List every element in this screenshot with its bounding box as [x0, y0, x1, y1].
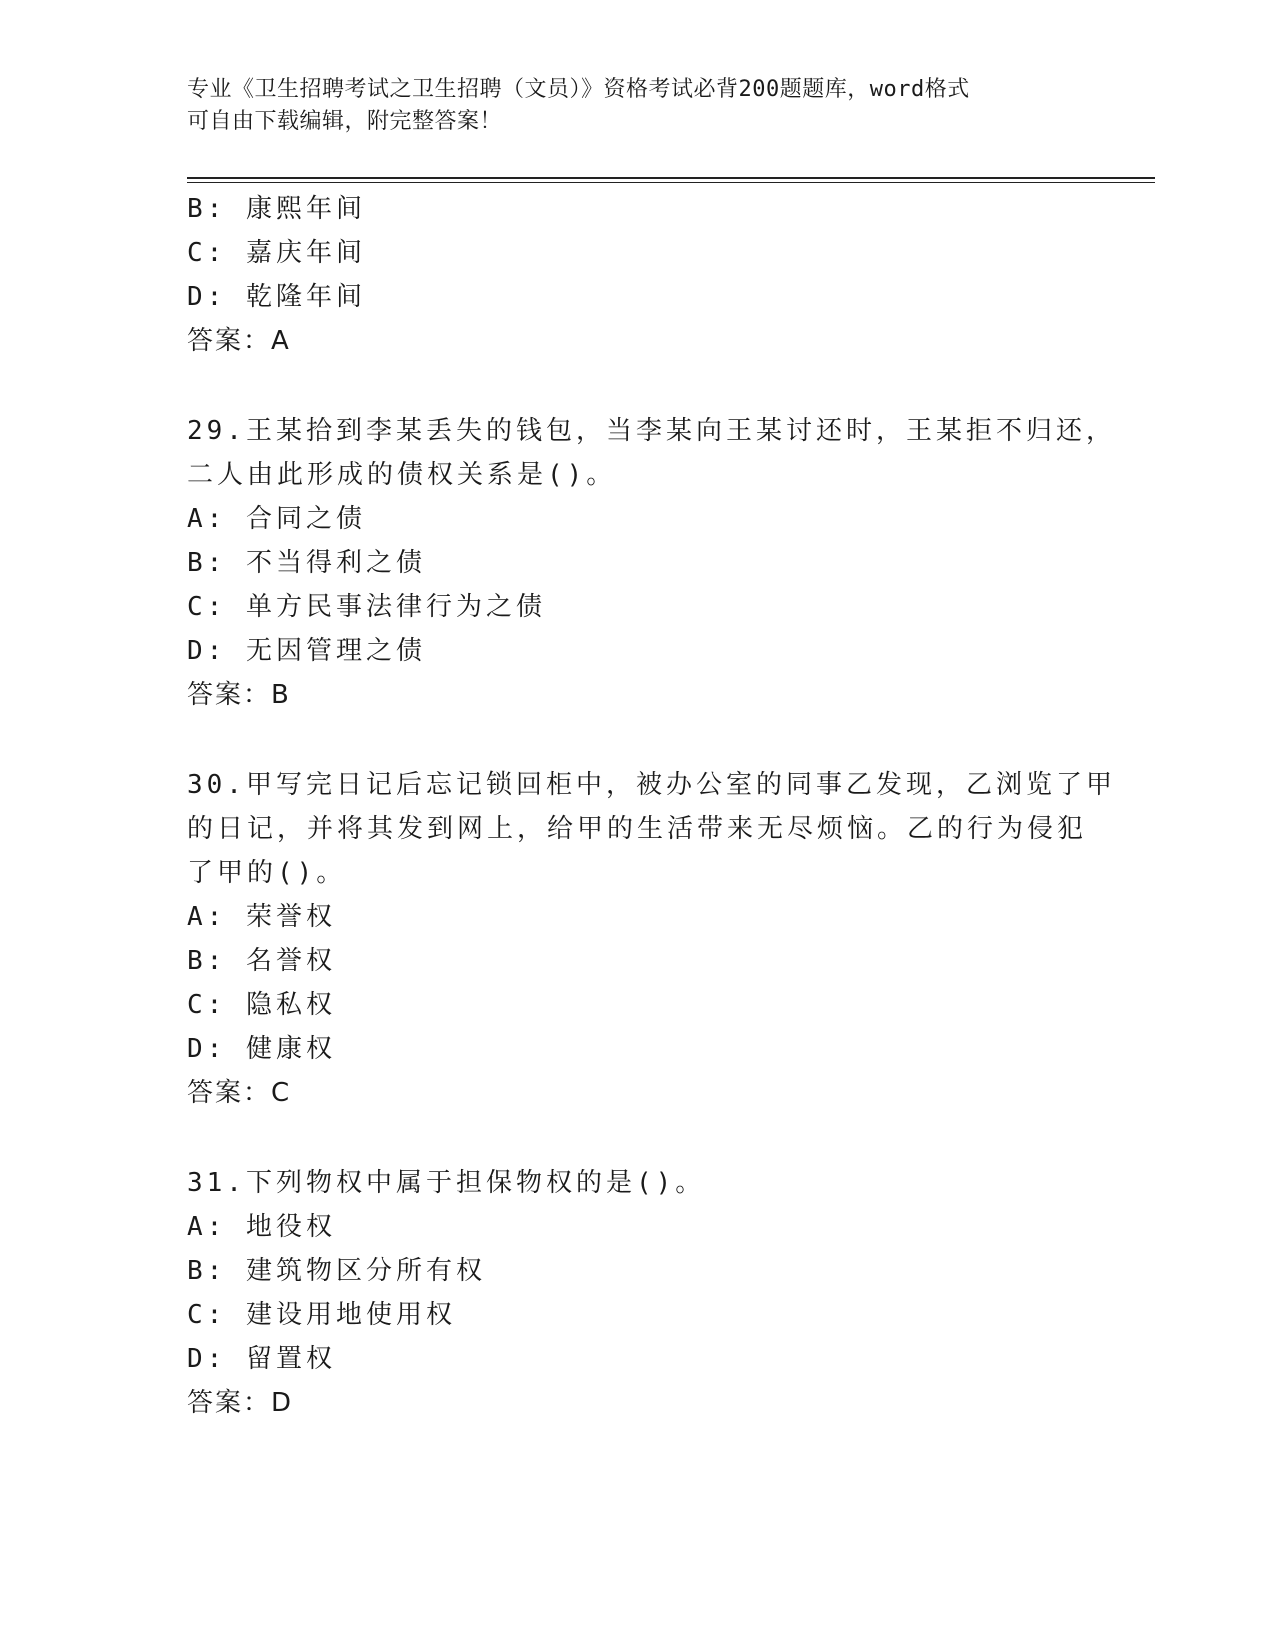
question-stem: 31.下列物权中属于担保物权的是()。 — [187, 1168, 706, 1198]
option-d: D: 留置权 — [187, 1344, 336, 1374]
header-rule-thick — [187, 177, 1155, 179]
option-b: B: 康熙年间 — [187, 194, 366, 224]
question-stem: 29.王某拾到李某丢失的钱包，当李某向王某讨还时，王某拒不归还， — [187, 416, 1116, 446]
header-line-1: 专业《卫生招聘考试之卫生招聘（文员）》资格考试必背200题题库，word格式 — [187, 77, 970, 102]
option-a: A: 地役权 — [187, 1212, 336, 1242]
header-line-2: 可自由下载编辑，附完整答案！ — [187, 109, 503, 134]
answer: 答案：D — [187, 1388, 294, 1418]
header-rule-thin — [187, 182, 1155, 183]
option-b: B: 建筑物区分所有权 — [187, 1256, 486, 1286]
option-d: D: 乾隆年间 — [187, 282, 366, 312]
option-d: D: 无因管理之债 — [187, 636, 426, 666]
option-a: A: 荣誉权 — [187, 902, 336, 932]
answer: 答案：C — [187, 1078, 292, 1108]
question-stem: 二人由此形成的债权关系是()。 — [187, 460, 617, 490]
option-c: C: 嘉庆年间 — [187, 238, 366, 268]
answer: 答案：B — [187, 680, 291, 710]
option-b: B: 不当得利之债 — [187, 548, 426, 578]
option-c: C: 隐私权 — [187, 990, 336, 1020]
question-stem: 的日记，并将其发到网上，给甲的生活带来无尽烦恼。乙的行为侵犯 — [187, 814, 1088, 844]
answer: 答案：A — [187, 326, 291, 356]
option-c: C: 建设用地使用权 — [187, 1300, 456, 1330]
document-header — [187, 74, 1067, 138]
option-c: C: 单方民事法律行为之债 — [187, 592, 546, 622]
question-stem: 30.甲写完日记后忘记锁回柜中，被办公室的同事乙发现，乙浏览了甲 — [187, 770, 1116, 800]
option-d: D: 健康权 — [187, 1034, 336, 1064]
option-a: A: 合同之债 — [187, 504, 366, 534]
question-stem: 了甲的()。 — [187, 858, 347, 888]
option-b: B: 名誉权 — [187, 946, 336, 976]
